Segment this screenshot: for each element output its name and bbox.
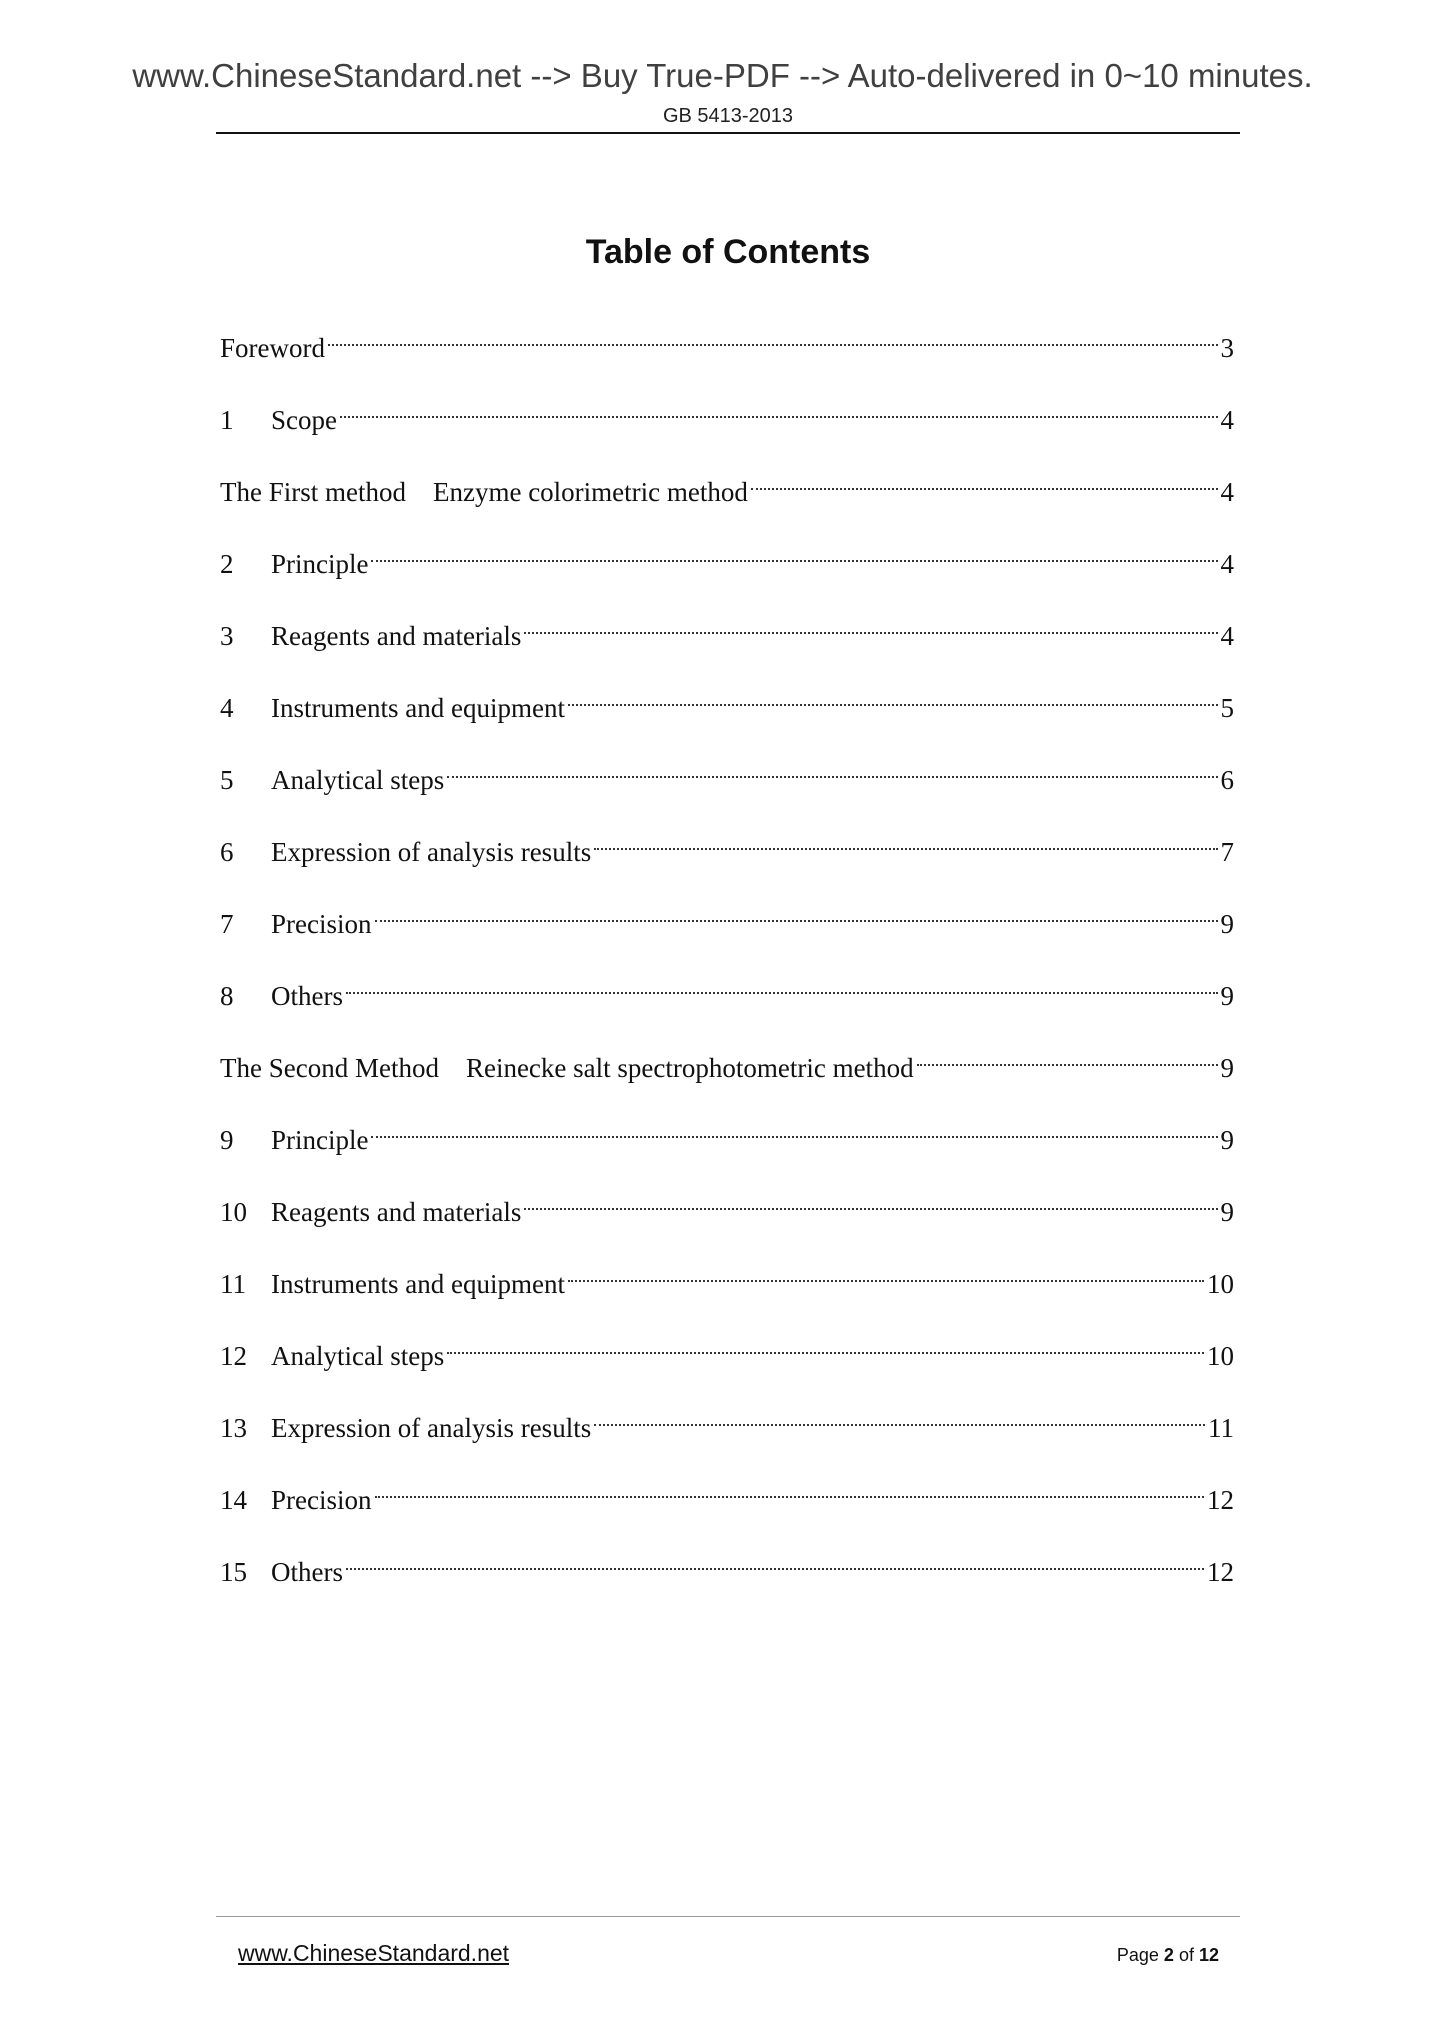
standard-code: GB 5413-2013 xyxy=(662,105,794,127)
dot-leader xyxy=(375,889,1218,933)
toc-entry-page: 5 xyxy=(1220,693,1234,723)
toc-entry-page: 4 xyxy=(1220,477,1234,507)
site-banner: www.ChineseStandard.net --> Buy True-PDF --> Auto-delivered in 0~10 minutes. xyxy=(132,57,1313,94)
toc-entry-precision-2[interactable] xyxy=(220,1465,1234,1537)
footer-site-link[interactable]: www.ChineseStandard.net xyxy=(238,1940,510,1966)
toc-entry-reagents[interactable] xyxy=(220,601,1234,673)
toc-entry-number: 15 xyxy=(220,1557,247,1587)
toc-entry-label: Reagents and materials xyxy=(271,621,522,651)
toc-entry-page: 4 xyxy=(1220,405,1234,435)
toc-entry-label: Precision xyxy=(271,909,372,939)
toc-entry-number: 13 xyxy=(220,1413,247,1443)
toc-entry-page: 6 xyxy=(1220,765,1234,795)
toc-entry-number: 6 xyxy=(220,837,234,867)
toc-entry-page: 9 xyxy=(1220,1197,1234,1227)
toc-entry-principle-2[interactable] xyxy=(220,1105,1234,1177)
toc-entry-number: 5 xyxy=(220,765,234,795)
page-of: of xyxy=(1178,1945,1194,1965)
toc-entry-page: 9 xyxy=(1220,1125,1234,1155)
toc-entry-number: 7 xyxy=(220,909,234,939)
page-prefix: Page xyxy=(1116,1945,1159,1965)
toc-entry-number: 4 xyxy=(220,693,234,723)
toc-entry-instruments[interactable] xyxy=(220,673,1234,745)
toc-entry-label: Principle xyxy=(271,549,369,579)
toc-entry-foreword[interactable] xyxy=(220,313,1234,385)
dot-leader xyxy=(524,1177,1217,1221)
toc-entry-label: Others xyxy=(271,981,343,1011)
toc-entry-number: 9 xyxy=(220,1125,234,1155)
toc-entry-number: 12 xyxy=(220,1341,247,1371)
dot-leader xyxy=(447,1321,1204,1365)
toc-entry-page: 10 xyxy=(1207,1269,1234,1299)
toc-entry-number: 11 xyxy=(220,1269,246,1299)
toc-entry-label: Precision xyxy=(271,1485,372,1515)
toc-entry-principle[interactable] xyxy=(220,529,1234,601)
dot-leader xyxy=(375,1465,1205,1509)
toc-entry-page: 3 xyxy=(1220,333,1234,363)
dot-leader xyxy=(371,1105,1217,1149)
footer-divider xyxy=(216,1916,1240,1917)
toc-entry-instruments-2[interactable] xyxy=(220,1249,1234,1321)
toc-entry-second-method[interactable] xyxy=(220,1033,1234,1105)
toc-entry-label: Others xyxy=(271,1557,343,1587)
toc-entry-page: 10 xyxy=(1207,1341,1234,1371)
toc-entry-label: Reagents and materials xyxy=(271,1197,522,1227)
dot-leader xyxy=(568,1249,1204,1293)
toc-entry-number: 10 xyxy=(220,1197,247,1227)
header-divider xyxy=(216,132,1240,134)
total-page-count: 12 xyxy=(1198,1945,1219,1965)
toc-entry-page: 9 xyxy=(1220,1053,1234,1083)
toc-entry-analytical-steps-2[interactable] xyxy=(220,1321,1234,1393)
toc-entry-number: 3 xyxy=(220,621,234,651)
toc-entry-label: The Second Method Reinecke salt spectrophotometric method xyxy=(220,1053,914,1083)
dot-leader xyxy=(594,1393,1205,1437)
dot-leader xyxy=(594,817,1217,861)
toc-entry-reagents-2[interactable] xyxy=(220,1177,1234,1249)
dot-leader xyxy=(371,529,1217,573)
toc-entry-label: Instruments and equipment xyxy=(271,693,565,723)
toc-entry-page: 9 xyxy=(1220,981,1234,1011)
dot-leader xyxy=(346,961,1218,1005)
dot-leader xyxy=(447,745,1217,789)
toc-entry-scope[interactable] xyxy=(220,385,1234,457)
toc-entry-precision[interactable] xyxy=(220,889,1234,961)
toc-entry-expression-results[interactable] xyxy=(220,817,1234,889)
dot-leader xyxy=(568,673,1218,717)
toc-entry-label: The First method Enzyme colorimetric method xyxy=(220,477,748,507)
toc-entry-label: Instruments and equipment xyxy=(271,1269,565,1299)
toc-entry-label: Analytical steps xyxy=(271,765,445,795)
toc-entry-label: Analytical steps xyxy=(271,1341,445,1371)
toc-entry-label: Expression of analysis results xyxy=(271,1413,592,1443)
toc-entry-number: 8 xyxy=(220,981,234,1011)
toc-entry-label: Foreword xyxy=(220,333,325,363)
toc-entry-number: 14 xyxy=(220,1485,247,1515)
toc-title: Table of Contents xyxy=(585,233,871,271)
dot-leader xyxy=(346,1537,1204,1581)
toc-entry-page: 11 xyxy=(1208,1413,1234,1443)
dot-leader xyxy=(328,313,1218,357)
toc-entry-analytical-steps[interactable] xyxy=(220,745,1234,817)
toc-entry-page: 9 xyxy=(1220,909,1234,939)
toc-entry-first-method[interactable] xyxy=(220,457,1234,529)
page-indicator xyxy=(1117,1943,1219,1967)
toc-entry-page: 12 xyxy=(1207,1557,1234,1587)
toc-entry-number: 1 xyxy=(220,405,234,435)
toc-entry-label: Scope xyxy=(271,405,337,435)
toc-entry-page: 7 xyxy=(1220,837,1234,867)
toc-entry-others-2[interactable] xyxy=(220,1537,1234,1609)
toc-entry-number: 2 xyxy=(220,549,234,579)
toc-entry-page: 12 xyxy=(1207,1485,1234,1515)
dot-leader xyxy=(751,457,1218,501)
toc-entry-label: Principle xyxy=(271,1125,369,1155)
toc-entry-expression-results-2[interactable] xyxy=(220,1393,1234,1465)
toc-entry-others[interactable] xyxy=(220,961,1234,1033)
dot-leader xyxy=(340,385,1218,429)
dot-leader xyxy=(524,601,1217,645)
toc-entry-label: Expression of analysis results xyxy=(271,837,592,867)
toc-entry-page: 4 xyxy=(1220,549,1234,579)
toc-entry-page: 4 xyxy=(1220,621,1234,651)
dot-leader xyxy=(917,1033,1218,1077)
current-page-number: 2 xyxy=(1163,1945,1174,1965)
table-of-contents xyxy=(220,313,1234,1609)
